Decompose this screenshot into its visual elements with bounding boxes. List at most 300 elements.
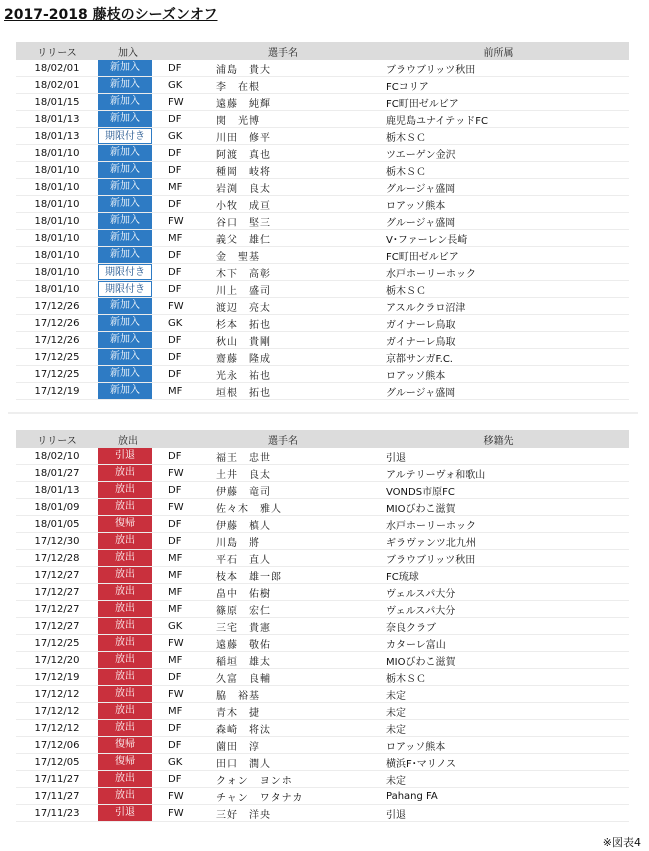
page-title: 2017-2018 藤枝のシーズンオフ <box>4 7 218 23</box>
status-badge: 放出 <box>98 788 152 804</box>
table-row <box>16 213 629 230</box>
club-name: 未定 <box>368 703 629 720</box>
player-name: 稲垣 雄太 <box>198 652 368 669</box>
player-name: 三好 洋央 <box>198 805 368 822</box>
table-row <box>16 77 629 94</box>
table-row <box>16 533 629 550</box>
club-name: ブラウブリッツ秋田 <box>368 60 629 77</box>
position: FW <box>158 213 198 230</box>
status-cell <box>98 669 158 686</box>
player-name: 李 在根 <box>198 77 368 94</box>
status-cell <box>98 482 158 499</box>
position: DF <box>158 281 198 298</box>
club-name: 栃木ＳＣ <box>368 281 629 298</box>
status-badge: 放出 <box>98 482 152 498</box>
table-row <box>16 805 629 822</box>
position: DF <box>158 366 198 383</box>
status-cell <box>98 213 158 230</box>
club-name: グルージャ盛岡 <box>368 179 629 196</box>
header-release: リリース <box>16 430 98 448</box>
status-badge: 放出 <box>98 669 152 685</box>
table-row <box>16 162 629 179</box>
position: DF <box>158 482 198 499</box>
status-cell <box>98 788 158 805</box>
release-date: 17/12/26 <box>16 298 98 315</box>
club-name: MIOびわこ滋賀 <box>368 499 629 516</box>
release-date: 17/12/26 <box>16 315 98 332</box>
player-name: 川島 將 <box>198 533 368 550</box>
table-row <box>16 94 629 111</box>
status-cell <box>98 754 158 771</box>
club-name: Pahang FA <box>368 788 629 805</box>
status-cell <box>98 652 158 669</box>
table-row <box>16 465 629 482</box>
table-header-row <box>16 430 629 448</box>
release-date: 17/11/23 <box>16 805 98 822</box>
player-name: 久富 良輔 <box>198 669 368 686</box>
header-player-name: 選手名 <box>198 430 368 448</box>
section-divider <box>8 412 638 414</box>
status-cell <box>98 567 158 584</box>
table-row <box>16 315 629 332</box>
status-cell <box>98 230 158 247</box>
club-name: アルテリーヴォ和歌山 <box>368 465 629 482</box>
status-badge: 期限付き <box>98 264 152 280</box>
status-badge: 新加入 <box>98 179 152 195</box>
player-name: 垣根 拓也 <box>198 383 368 400</box>
status-badge: 復帰 <box>98 737 152 753</box>
status-badge: 新加入 <box>98 332 152 348</box>
header-club: 移籍先 <box>368 430 629 448</box>
status-badge: 新加入 <box>98 94 152 110</box>
table-row <box>16 383 629 400</box>
table-row <box>16 448 629 465</box>
status-cell <box>98 349 158 366</box>
club-name: カターレ富山 <box>368 635 629 652</box>
player-name: 篠原 宏仁 <box>198 601 368 618</box>
release-date: 18/01/05 <box>16 516 98 533</box>
status-badge: 新加入 <box>98 111 152 127</box>
release-date: 17/12/12 <box>16 720 98 737</box>
club-name: 引退 <box>368 805 629 822</box>
player-name: 小牧 成亘 <box>198 196 368 213</box>
position: MF <box>158 550 198 567</box>
table-row <box>16 230 629 247</box>
club-name: 未定 <box>368 720 629 737</box>
player-name: 脇 裕基 <box>198 686 368 703</box>
status-badge: 放出 <box>98 618 152 634</box>
status-cell <box>98 516 158 533</box>
club-name: ロアッソ熊本 <box>368 366 629 383</box>
status-cell <box>98 533 158 550</box>
position: FW <box>158 686 198 703</box>
player-name: 森崎 将汰 <box>198 720 368 737</box>
table-row <box>16 366 629 383</box>
release-date: 18/02/01 <box>16 60 98 77</box>
position: MF <box>158 179 198 196</box>
release-date: 18/01/10 <box>16 145 98 162</box>
position: GK <box>158 618 198 635</box>
table-row <box>16 686 629 703</box>
status-cell <box>98 298 158 315</box>
release-date: 17/12/06 <box>16 737 98 754</box>
position: DF <box>158 111 198 128</box>
club-name: 栃木ＳＣ <box>368 162 629 179</box>
club-name: V･ファーレン長崎 <box>368 230 629 247</box>
position: DF <box>158 720 198 737</box>
club-name: FC琉球 <box>368 567 629 584</box>
status-badge: 引退 <box>98 805 152 821</box>
status-badge: 新加入 <box>98 230 152 246</box>
status-badge: 放出 <box>98 601 152 617</box>
table-row <box>16 482 629 499</box>
player-name: 浦島 貴大 <box>198 60 368 77</box>
position: MF <box>158 567 198 584</box>
player-name: 佐々木 雅人 <box>198 499 368 516</box>
table-row <box>16 499 629 516</box>
position: DF <box>158 247 198 264</box>
club-name: MIOびわこ滋賀 <box>368 652 629 669</box>
release-date: 18/01/10 <box>16 179 98 196</box>
table-row <box>16 516 629 533</box>
player-name: 土井 良太 <box>198 465 368 482</box>
position: GK <box>158 128 198 145</box>
status-badge: 新加入 <box>98 77 152 93</box>
release-date: 17/12/27 <box>16 618 98 635</box>
player-name: 種岡 岐将 <box>198 162 368 179</box>
club-name: 栃木ＳＣ <box>368 669 629 686</box>
player-name: 福王 忠世 <box>198 448 368 465</box>
table-row <box>16 111 629 128</box>
position: DF <box>158 264 198 281</box>
status-badge: 新加入 <box>98 213 152 229</box>
position: DF <box>158 332 198 349</box>
player-name: 伊藤 槙人 <box>198 516 368 533</box>
table-row <box>16 550 629 567</box>
position: FW <box>158 298 198 315</box>
position: DF <box>158 60 198 77</box>
position: MF <box>158 383 198 400</box>
table-row <box>16 179 629 196</box>
position: DF <box>158 771 198 788</box>
player-name: 遠藤 敬佑 <box>198 635 368 652</box>
status-cell <box>98 162 158 179</box>
status-cell <box>98 635 158 652</box>
player-name: 畠中 佑樹 <box>198 584 368 601</box>
status-cell <box>98 60 158 77</box>
header-position <box>158 42 198 60</box>
table-row <box>16 652 629 669</box>
status-cell <box>98 111 158 128</box>
club-name: ヴェルスパ大分 <box>368 584 629 601</box>
release-date: 17/12/27 <box>16 601 98 618</box>
status-cell <box>98 332 158 349</box>
status-badge: 期限付き <box>98 128 152 144</box>
player-name: 川田 修平 <box>198 128 368 145</box>
release-date: 17/12/12 <box>16 703 98 720</box>
player-name: 枝本 雄一郎 <box>198 567 368 584</box>
status-badge: 放出 <box>98 533 152 549</box>
header-status: 放出 <box>98 430 158 448</box>
position: DF <box>158 669 198 686</box>
position: DF <box>158 448 198 465</box>
status-badge: 新加入 <box>98 247 152 263</box>
status-badge: 放出 <box>98 465 152 481</box>
position: DF <box>158 737 198 754</box>
status-cell <box>98 584 158 601</box>
status-cell <box>98 771 158 788</box>
status-badge: 放出 <box>98 499 152 515</box>
release-date: 17/11/27 <box>16 771 98 788</box>
player-name: 齋藤 隆成 <box>198 349 368 366</box>
table-row <box>16 298 629 315</box>
release-date: 18/01/13 <box>16 482 98 499</box>
player-name: 田口 潤人 <box>198 754 368 771</box>
release-date: 18/02/01 <box>16 77 98 94</box>
table-row <box>16 771 629 788</box>
header-position <box>158 430 198 448</box>
table-row <box>16 635 629 652</box>
status-badge: 新加入 <box>98 298 152 314</box>
table-row <box>16 60 629 77</box>
player-name: 青木 捷 <box>198 703 368 720</box>
status-badge: 放出 <box>98 567 152 583</box>
position: FW <box>158 94 198 111</box>
status-badge: 放出 <box>98 703 152 719</box>
table-row <box>16 196 629 213</box>
position: FW <box>158 788 198 805</box>
position: MF <box>158 230 198 247</box>
club-name: ロアッソ熊本 <box>368 737 629 754</box>
table-row <box>16 145 629 162</box>
player-name: 川上 盛司 <box>198 281 368 298</box>
status-cell <box>98 366 158 383</box>
club-name: 横浜F･マリノス <box>368 754 629 771</box>
release-date: 17/12/19 <box>16 383 98 400</box>
status-badge: 放出 <box>98 635 152 651</box>
table-row <box>16 669 629 686</box>
status-badge: 復帰 <box>98 754 152 770</box>
club-name: グルージャ盛岡 <box>368 383 629 400</box>
club-name: 鹿児島ユナイテッドFC <box>368 111 629 128</box>
position: FW <box>158 499 198 516</box>
release-date: 18/01/10 <box>16 196 98 213</box>
status-badge: 放出 <box>98 652 152 668</box>
player-name: 秋山 貴剛 <box>198 332 368 349</box>
table-row <box>16 567 629 584</box>
header-club: 前所属 <box>368 42 629 60</box>
status-badge: 新加入 <box>98 366 152 382</box>
status-badge: 引退 <box>98 448 152 464</box>
release-date: 17/12/05 <box>16 754 98 771</box>
status-cell <box>98 145 158 162</box>
release-date: 18/01/10 <box>16 281 98 298</box>
table-row <box>16 754 629 771</box>
incoming-rows <box>16 60 629 400</box>
club-name: 奈良クラブ <box>368 618 629 635</box>
club-name: FCコリア <box>368 77 629 94</box>
status-cell <box>98 465 158 482</box>
table-row <box>16 247 629 264</box>
status-cell <box>98 281 158 298</box>
status-badge: 放出 <box>98 686 152 702</box>
table-row <box>16 601 629 618</box>
outgoing-rows <box>16 448 629 822</box>
table-row <box>16 788 629 805</box>
release-date: 17/12/27 <box>16 567 98 584</box>
club-name: アスルクラロ沼津 <box>368 298 629 315</box>
status-cell <box>98 448 158 465</box>
release-date: 18/01/10 <box>16 247 98 264</box>
position: FW <box>158 805 198 822</box>
position: DF <box>158 196 198 213</box>
club-name: ブラウブリッツ秋田 <box>368 550 629 567</box>
status-cell <box>98 94 158 111</box>
status-badge: 新加入 <box>98 60 152 76</box>
status-badge: 新加入 <box>98 162 152 178</box>
player-name: 義父 雄仁 <box>198 230 368 247</box>
position: GK <box>158 754 198 771</box>
status-cell <box>98 550 158 567</box>
status-cell <box>98 805 158 822</box>
release-date: 17/12/30 <box>16 533 98 550</box>
status-cell <box>98 247 158 264</box>
club-name: 引退 <box>368 448 629 465</box>
club-name: 京都サンガF.C. <box>368 349 629 366</box>
table-row <box>16 584 629 601</box>
release-date: 17/11/27 <box>16 788 98 805</box>
status-badge: 新加入 <box>98 349 152 365</box>
status-badge: 新加入 <box>98 383 152 399</box>
release-date: 18/01/10 <box>16 264 98 281</box>
player-name: 木下 高彰 <box>198 264 368 281</box>
status-badge: 放出 <box>98 771 152 787</box>
player-name: 谷口 堅三 <box>198 213 368 230</box>
player-name: 関 光博 <box>198 111 368 128</box>
status-cell <box>98 720 158 737</box>
status-badge: 放出 <box>98 720 152 736</box>
position: MF <box>158 601 198 618</box>
position: DF <box>158 516 198 533</box>
player-name: 金 聖基 <box>198 247 368 264</box>
release-date: 17/12/12 <box>16 686 98 703</box>
club-name: グルージャ盛岡 <box>368 213 629 230</box>
club-name: ガイナーレ鳥取 <box>368 315 629 332</box>
club-name: FC町田ゼルビア <box>368 94 629 111</box>
header-player-name: 選手名 <box>198 42 368 60</box>
club-name: 未定 <box>368 771 629 788</box>
release-date: 17/12/28 <box>16 550 98 567</box>
status-cell <box>98 196 158 213</box>
player-name: 三宅 貴憲 <box>198 618 368 635</box>
incoming-players-table <box>16 42 629 400</box>
status-cell <box>98 383 158 400</box>
table-row <box>16 618 629 635</box>
table-row <box>16 703 629 720</box>
outgoing-players-table <box>16 430 629 822</box>
release-date: 18/01/13 <box>16 128 98 145</box>
position: GK <box>158 77 198 94</box>
position: MF <box>158 703 198 720</box>
table-row <box>16 737 629 754</box>
club-name: 水戸ホーリーホック <box>368 516 629 533</box>
footnote: ※図表4 <box>602 836 641 849</box>
status-badge: 期限付き <box>98 281 152 297</box>
position: FW <box>158 635 198 652</box>
club-name: FC町田ゼルビア <box>368 247 629 264</box>
status-badge: 復帰 <box>98 516 152 532</box>
table-row <box>16 128 629 145</box>
club-name: 未定 <box>368 686 629 703</box>
status-badge: 新加入 <box>98 196 152 212</box>
release-date: 18/01/13 <box>16 111 98 128</box>
release-date: 17/12/26 <box>16 332 98 349</box>
header-status: 加入 <box>98 42 158 60</box>
status-badge: 放出 <box>98 584 152 600</box>
status-cell <box>98 499 158 516</box>
release-date: 17/12/25 <box>16 349 98 366</box>
position: DF <box>158 162 198 179</box>
release-date: 18/01/10 <box>16 230 98 247</box>
status-cell <box>98 264 158 281</box>
release-date: 18/02/10 <box>16 448 98 465</box>
status-badge: 放出 <box>98 550 152 566</box>
release-date: 17/12/25 <box>16 635 98 652</box>
player-name: 渡辺 亮太 <box>198 298 368 315</box>
table-row <box>16 332 629 349</box>
status-cell <box>98 77 158 94</box>
club-name: ツエーゲン金沢 <box>368 145 629 162</box>
table-header-row <box>16 42 629 60</box>
status-cell <box>98 703 158 720</box>
player-name: クォン ヨンホ <box>198 771 368 788</box>
player-name: 杉本 拓也 <box>198 315 368 332</box>
status-badge: 新加入 <box>98 145 152 161</box>
player-name: チャン ワタナカ <box>198 788 368 805</box>
status-cell <box>98 179 158 196</box>
position: FW <box>158 465 198 482</box>
club-name: 栃木ＳＣ <box>368 128 629 145</box>
club-name: VONDS市原FC <box>368 482 629 499</box>
table-row <box>16 264 629 281</box>
release-date: 17/12/19 <box>16 669 98 686</box>
release-date: 17/12/20 <box>16 652 98 669</box>
status-cell <box>98 601 158 618</box>
status-cell <box>98 128 158 145</box>
status-cell <box>98 686 158 703</box>
position: GK <box>158 315 198 332</box>
player-name: 岩渕 良太 <box>198 179 368 196</box>
position: DF <box>158 533 198 550</box>
club-name: ロアッソ熊本 <box>368 196 629 213</box>
player-name: 阿渡 真也 <box>198 145 368 162</box>
player-name: 光永 祐也 <box>198 366 368 383</box>
release-date: 18/01/27 <box>16 465 98 482</box>
release-date: 18/01/10 <box>16 162 98 179</box>
player-name: 遠藤 純輝 <box>198 94 368 111</box>
status-badge: 新加入 <box>98 315 152 331</box>
status-cell <box>98 737 158 754</box>
release-date: 18/01/15 <box>16 94 98 111</box>
position: MF <box>158 652 198 669</box>
table-row <box>16 281 629 298</box>
release-date: 17/12/25 <box>16 366 98 383</box>
release-date: 18/01/10 <box>16 213 98 230</box>
release-date: 17/12/27 <box>16 584 98 601</box>
status-cell <box>98 618 158 635</box>
table-row <box>16 720 629 737</box>
player-name: 薗田 淳 <box>198 737 368 754</box>
